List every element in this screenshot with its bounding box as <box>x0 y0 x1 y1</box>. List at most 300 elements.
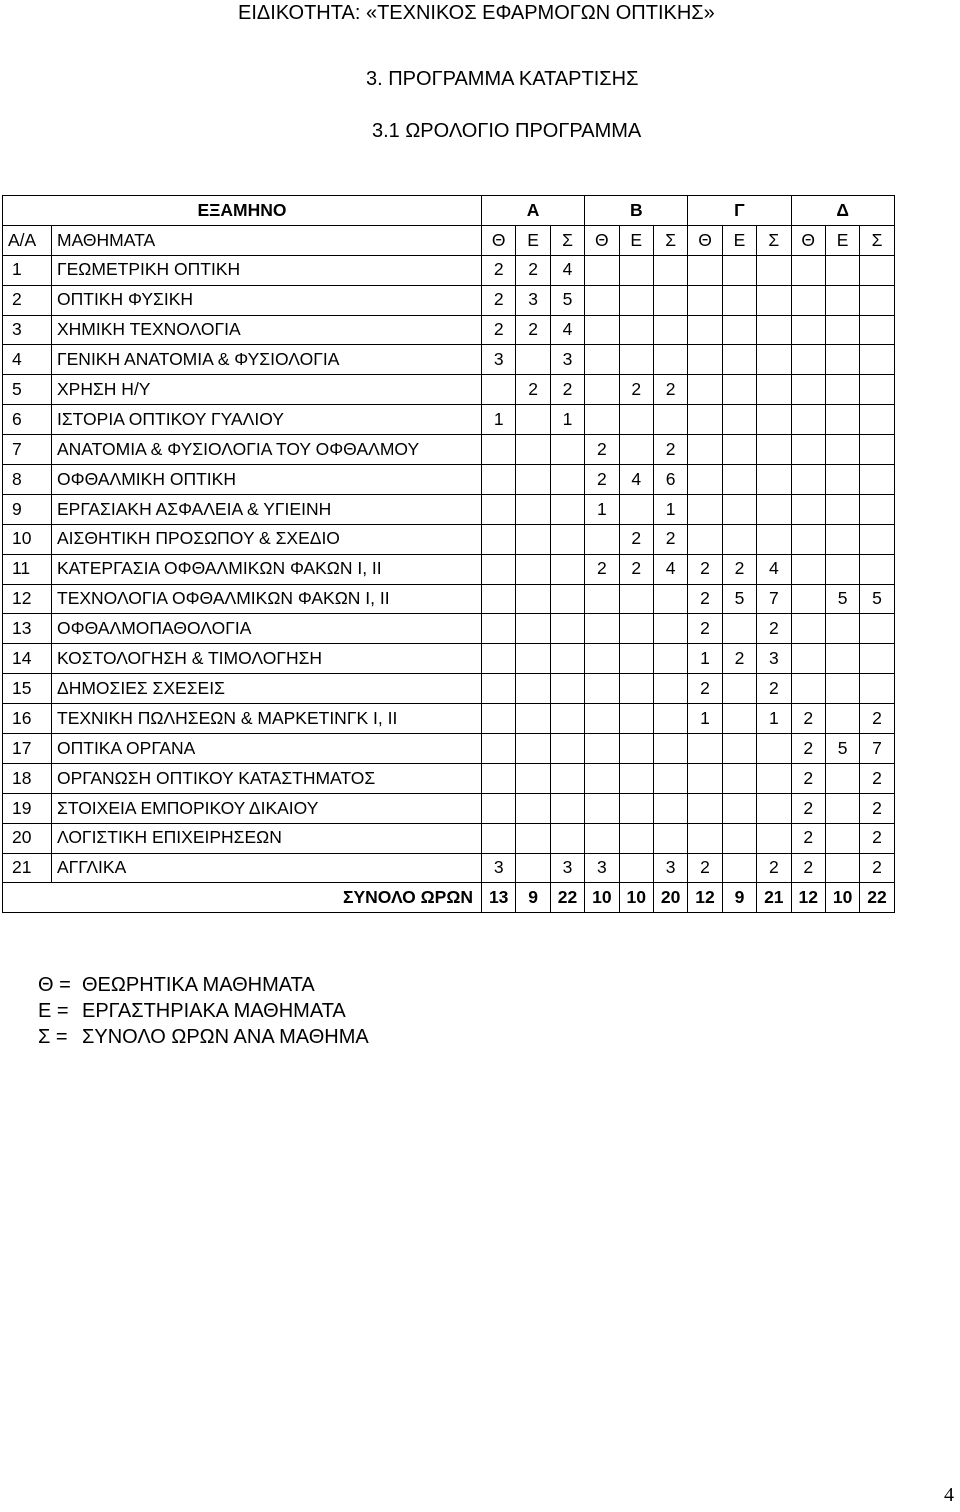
section-subtitle: 3.1 ΩΡΟΛΟΓΙΟ ΠΡΟΓΡΑΜΜΑ <box>372 120 642 142</box>
hours-cell <box>791 584 825 614</box>
hours-cell <box>688 465 722 495</box>
table-row <box>3 375 895 405</box>
hours-cell <box>860 644 894 674</box>
hours-cell: 2 <box>722 644 756 674</box>
hours-cell: 2 <box>619 375 653 405</box>
hours-cell: 3 <box>482 853 516 883</box>
hours-cell <box>619 345 653 375</box>
hours-cell: 6 <box>653 465 687 495</box>
hours-cell: 2 <box>482 285 516 315</box>
hours-cell <box>757 793 791 823</box>
hours-cell <box>482 704 516 734</box>
hours-cell <box>653 704 687 734</box>
subject-name: ΓΕΝΙΚΗ ΑΝΑΤΟΜΙΑ & ΦΥΣΙΟΛΟΓΙΑ <box>52 345 482 375</box>
hours-cell <box>825 704 859 734</box>
hours-cell <box>619 315 653 345</box>
table-row <box>3 793 895 823</box>
table-row <box>3 405 895 435</box>
hours-cell: 2 <box>516 375 550 405</box>
hours-cell: 2 <box>688 554 722 584</box>
table-row <box>3 315 895 345</box>
legend-key: Ε = <box>38 1000 69 1022</box>
hours-cell: 2 <box>860 853 894 883</box>
hours-cell <box>516 494 550 524</box>
hours-cell <box>516 734 550 764</box>
total-cell: 10 <box>585 883 619 913</box>
hours-cell <box>860 524 894 554</box>
hours-cell <box>757 823 791 853</box>
row-number: 14 <box>3 644 52 674</box>
subject-name: ΟΠΤΙΚΑ ΟΡΓΑΝΑ <box>52 734 482 764</box>
row-number: 21 <box>3 853 52 883</box>
legend-key: Θ = <box>38 974 71 996</box>
hours-cell <box>482 823 516 853</box>
hours-cell <box>482 435 516 465</box>
subject-name: ΤΕΧΝΟΛΟΓΙΑ ΟΦΘΑΛΜΙΚΩΝ ΦΑΚΩΝ Ι, ΙΙ <box>52 584 482 614</box>
hours-cell <box>791 255 825 285</box>
semester-label: ΕΞΑΜΗΝΟ <box>3 196 482 226</box>
hours-cell <box>791 315 825 345</box>
hours-cell <box>757 375 791 405</box>
subject-name: ΑΝΑΤΟΜΙΑ & ΦΥΣΙΟΛΟΓΙΑ ΤΟΥ ΟΦΘΑΛΜΟΥ <box>52 435 482 465</box>
hours-cell <box>653 793 687 823</box>
hours-cell <box>653 285 687 315</box>
hours-cell <box>722 285 756 315</box>
hours-cell <box>482 554 516 584</box>
hours-cell <box>516 345 550 375</box>
row-number: 10 <box>3 524 52 554</box>
hours-cell <box>550 704 584 734</box>
hours-cell <box>757 465 791 495</box>
hours-cell <box>825 614 859 644</box>
column-header-hours: Σ <box>653 225 687 255</box>
subject-name: ΟΡΓΑΝΩΣΗ ΟΠΤΙΚΟΥ ΚΑΤΑΣΤΗΜΑΤΟΣ <box>52 763 482 793</box>
hours-cell <box>757 734 791 764</box>
hours-cell <box>688 375 722 405</box>
hours-cell <box>688 763 722 793</box>
subject-name: ΑΙΣΘΗΤΙΚΗ ΠΡΟΣΩΠΟΥ & ΣΧΕΔΙΟ <box>52 524 482 554</box>
row-number: 9 <box>3 494 52 524</box>
hours-cell <box>585 674 619 704</box>
hours-cell <box>688 435 722 465</box>
hours-cell <box>825 644 859 674</box>
hours-cell: 2 <box>860 763 894 793</box>
hours-cell <box>722 793 756 823</box>
hours-cell <box>482 584 516 614</box>
column-header-hours: Σ <box>757 225 791 255</box>
total-cell: 9 <box>516 883 550 913</box>
hours-cell <box>825 674 859 704</box>
row-number: 13 <box>3 614 52 644</box>
hours-cell <box>550 465 584 495</box>
hours-cell: 1 <box>688 704 722 734</box>
hours-cell: 4 <box>757 554 791 584</box>
table-row <box>3 674 895 704</box>
hours-cell <box>516 704 550 734</box>
subject-name: ΟΦΘΑΛΜΙΚΗ ΟΠΤΙΚΗ <box>52 465 482 495</box>
hours-cell <box>653 315 687 345</box>
hours-cell <box>585 405 619 435</box>
column-header-hours: Σ <box>550 225 584 255</box>
hours-cell <box>722 375 756 405</box>
hours-cell <box>791 524 825 554</box>
hours-cell <box>585 375 619 405</box>
hours-cell <box>550 435 584 465</box>
hours-cell <box>825 823 859 853</box>
column-header-hours: Ε <box>619 225 653 255</box>
hours-cell <box>619 285 653 315</box>
hours-cell: 1 <box>482 405 516 435</box>
hours-cell: 2 <box>550 375 584 405</box>
hours-cell: 2 <box>516 255 550 285</box>
subject-name: ΣΤΟΙΧΕΙΑ ΕΜΠΟΡΙΚΟΥ ΔΙΚΑΙΟΥ <box>52 793 482 823</box>
row-number: 16 <box>3 704 52 734</box>
hours-cell <box>825 315 859 345</box>
semester-header: Α <box>482 196 585 226</box>
hours-cell <box>516 674 550 704</box>
total-cell: 12 <box>791 883 825 913</box>
hours-cell <box>585 255 619 285</box>
hours-cell <box>550 763 584 793</box>
hours-cell <box>791 674 825 704</box>
hours-cell <box>482 763 516 793</box>
table-row <box>3 465 895 495</box>
hours-cell <box>722 614 756 644</box>
hours-cell <box>516 405 550 435</box>
hours-cell <box>860 674 894 704</box>
hours-cell: 3 <box>550 345 584 375</box>
hours-cell <box>482 734 516 764</box>
hours-cell <box>585 793 619 823</box>
document-header: ΕΙΔΙΚΟΤΗΤΑ: «ΤΕΧΝΙΚΟΣ ΕΦΑΡΜΟΓΩΝ ΟΠΤΙΚΗΣ» <box>238 2 715 24</box>
hours-cell <box>722 255 756 285</box>
hours-cell: 2 <box>585 435 619 465</box>
hours-cell <box>860 315 894 345</box>
hours-cell <box>722 823 756 853</box>
hours-cell <box>825 375 859 405</box>
hours-cell <box>585 584 619 614</box>
hours-cell <box>688 793 722 823</box>
hours-cell <box>722 704 756 734</box>
totals-row <box>3 883 895 913</box>
hours-cell <box>550 554 584 584</box>
hours-cell: 2 <box>791 823 825 853</box>
subject-name: ΤΕΧΝΙΚΗ ΠΩΛΗΣΕΩΝ & ΜΑΡΚΕΤΙΝΓΚ Ι, ΙΙ <box>52 704 482 734</box>
hours-cell: 3 <box>550 853 584 883</box>
row-number: 4 <box>3 345 52 375</box>
hours-cell <box>757 763 791 793</box>
hours-cell: 2 <box>791 763 825 793</box>
hours-cell <box>722 763 756 793</box>
hours-cell: 2 <box>619 524 653 554</box>
subject-name: ΛΟΓΙΣΤΙΚΗ ΕΠΙΧΕΙΡΗΣΕΩΝ <box>52 823 482 853</box>
hours-cell: 2 <box>757 674 791 704</box>
hours-cell <box>585 763 619 793</box>
hours-cell <box>585 704 619 734</box>
table-row <box>3 823 895 853</box>
row-number: 7 <box>3 435 52 465</box>
total-cell: 22 <box>860 883 894 913</box>
hours-cell: 2 <box>688 584 722 614</box>
hours-cell <box>482 614 516 644</box>
hours-cell <box>757 405 791 435</box>
hours-cell <box>653 763 687 793</box>
hours-cell <box>550 644 584 674</box>
hours-cell <box>825 793 859 823</box>
hours-cell <box>688 255 722 285</box>
hours-cell: 4 <box>653 554 687 584</box>
legend-item <box>38 998 369 1024</box>
hours-cell <box>860 405 894 435</box>
row-number: 2 <box>3 285 52 315</box>
hours-cell <box>619 763 653 793</box>
hours-cell: 4 <box>550 255 584 285</box>
semester-header: Β <box>585 196 688 226</box>
hours-cell <box>825 285 859 315</box>
legend <box>38 972 369 1050</box>
hours-cell <box>791 405 825 435</box>
hours-cell <box>757 494 791 524</box>
hours-cell <box>825 554 859 584</box>
hours-cell <box>550 793 584 823</box>
hours-cell <box>722 345 756 375</box>
hours-cell <box>619 584 653 614</box>
hours-cell: 2 <box>860 704 894 734</box>
legend-text: ΣΥΝΟΛΟ ΩΡΩΝ ΑΝΑ ΜΑΘΗΜΑ <box>82 1026 369 1048</box>
column-header-hours: Ε <box>825 225 859 255</box>
row-number: 3 <box>3 315 52 345</box>
hours-cell: 7 <box>757 584 791 614</box>
hours-cell <box>688 345 722 375</box>
hours-cell: 2 <box>516 315 550 345</box>
hours-cell <box>482 674 516 704</box>
hours-cell <box>860 285 894 315</box>
hours-cell: 2 <box>722 554 756 584</box>
legend-item <box>38 1024 369 1050</box>
hours-cell: 2 <box>619 554 653 584</box>
hours-cell <box>825 405 859 435</box>
hours-cell: 4 <box>619 465 653 495</box>
hours-cell <box>791 644 825 674</box>
hours-cell: 2 <box>791 704 825 734</box>
legend-key: Σ = <box>38 1026 68 1048</box>
section-title: 3. ΠΡΟΓΡΑΜΜΑ ΚΑΤΑΡΤΙΣΗΣ <box>366 68 639 90</box>
hours-cell <box>653 674 687 704</box>
hours-cell <box>550 524 584 554</box>
hours-cell <box>653 255 687 285</box>
hours-cell <box>722 405 756 435</box>
table-row <box>3 494 895 524</box>
hours-cell <box>791 554 825 584</box>
hours-cell: 2 <box>482 315 516 345</box>
hours-cell <box>722 524 756 554</box>
hours-cell <box>516 524 550 554</box>
hours-cell <box>860 494 894 524</box>
subject-name: ΑΓΓΛΙΚΑ <box>52 853 482 883</box>
total-cell: 20 <box>653 883 687 913</box>
row-number: 1 <box>3 255 52 285</box>
hours-cell: 1 <box>585 494 619 524</box>
legend-text: ΕΡΓΑΣΤΗΡΙΑΚΑ ΜΑΘΗΜΑΤΑ <box>82 1000 346 1022</box>
schedule-table <box>2 195 895 913</box>
hours-cell <box>585 644 619 674</box>
hours-cell: 7 <box>860 734 894 764</box>
subject-name: ΚΟΣΤΟΛΟΓΗΣΗ & ΤΙΜΟΛΟΓΗΣΗ <box>52 644 482 674</box>
hours-cell <box>722 853 756 883</box>
hours-cell <box>653 345 687 375</box>
hours-cell <box>688 285 722 315</box>
table-row <box>3 763 895 793</box>
hours-cell: 1 <box>688 644 722 674</box>
hours-cell <box>860 435 894 465</box>
hours-cell <box>688 734 722 764</box>
hours-cell: 2 <box>688 614 722 644</box>
hours-cell <box>825 435 859 465</box>
column-header-hours: Θ <box>688 225 722 255</box>
hours-cell: 2 <box>653 435 687 465</box>
hours-cell <box>585 524 619 554</box>
hours-cell <box>757 435 791 465</box>
total-cell: 22 <box>550 883 584 913</box>
hours-cell <box>550 823 584 853</box>
hours-cell <box>619 614 653 644</box>
hours-cell <box>482 644 516 674</box>
hours-cell <box>516 584 550 614</box>
hours-cell <box>825 494 859 524</box>
hours-cell <box>688 494 722 524</box>
hours-cell <box>482 375 516 405</box>
hours-cell: 2 <box>791 853 825 883</box>
hours-cell: 1 <box>757 704 791 734</box>
table-row <box>3 704 895 734</box>
column-header-subject: ΜΑΘΗΜΑΤΑ <box>52 225 482 255</box>
column-header-hours: Ε <box>722 225 756 255</box>
hours-cell <box>619 494 653 524</box>
subject-name: ΧΗΜΙΚΗ ΤΕΧΝΟΛΟΓΙΑ <box>52 315 482 345</box>
hours-cell <box>585 823 619 853</box>
hours-cell <box>791 345 825 375</box>
total-cell: 9 <box>722 883 756 913</box>
subject-name: ΚΑΤΕΡΓΑΣΙΑ ΟΦΘΑΛΜΙΚΩΝ ΦΑΚΩΝ Ι, ΙΙ <box>52 554 482 584</box>
table-row <box>3 345 895 375</box>
row-number: 20 <box>3 823 52 853</box>
hours-cell: 2 <box>791 734 825 764</box>
hours-cell <box>585 614 619 644</box>
column-header-number: Α/Α <box>3 225 52 255</box>
column-header-hours: Θ <box>482 225 516 255</box>
hours-cell <box>516 763 550 793</box>
hours-cell <box>516 435 550 465</box>
hours-cell <box>860 375 894 405</box>
hours-cell <box>619 823 653 853</box>
total-cell: 10 <box>825 883 859 913</box>
hours-cell <box>722 315 756 345</box>
hours-cell <box>516 644 550 674</box>
table-row <box>3 584 895 614</box>
hours-cell <box>860 465 894 495</box>
hours-cell <box>757 255 791 285</box>
hours-cell <box>619 793 653 823</box>
hours-cell <box>653 405 687 435</box>
hours-cell: 1 <box>550 405 584 435</box>
row-number: 18 <box>3 763 52 793</box>
hours-cell <box>516 853 550 883</box>
hours-cell <box>653 734 687 764</box>
table-row <box>3 285 895 315</box>
hours-cell: 2 <box>482 255 516 285</box>
hours-cell <box>860 255 894 285</box>
hours-cell: 2 <box>688 674 722 704</box>
hours-cell: 5 <box>550 285 584 315</box>
hours-cell <box>757 345 791 375</box>
hours-cell: 1 <box>653 494 687 524</box>
subject-name: ΙΣΤΟΡΙΑ ΟΠΤΙΚΟΥ ΓΥΑΛΙΟΥ <box>52 405 482 435</box>
hours-cell: 2 <box>860 823 894 853</box>
hours-cell: 2 <box>585 465 619 495</box>
row-number: 12 <box>3 584 52 614</box>
hours-cell <box>688 524 722 554</box>
row-number: 5 <box>3 375 52 405</box>
hours-cell <box>722 465 756 495</box>
hours-cell <box>585 315 619 345</box>
hours-cell <box>860 345 894 375</box>
semester-header-row <box>3 196 895 226</box>
hours-cell <box>860 614 894 644</box>
semester-header: Δ <box>791 196 894 226</box>
subject-name: ΔΗΜΟΣΙΕΣ ΣΧΕΣΕΙΣ <box>52 674 482 704</box>
hours-cell <box>619 255 653 285</box>
hours-cell: 2 <box>688 853 722 883</box>
hours-cell <box>688 823 722 853</box>
hours-cell <box>791 465 825 495</box>
hours-cell: 2 <box>653 375 687 405</box>
hours-cell <box>825 763 859 793</box>
subject-name: ΕΡΓΑΣΙΑΚΗ ΑΣΦΑΛΕΙΑ & ΥΓΙΕΙΝΗ <box>52 494 482 524</box>
hours-cell <box>825 524 859 554</box>
hours-cell: 2 <box>585 554 619 584</box>
row-number: 15 <box>3 674 52 704</box>
hours-cell <box>653 823 687 853</box>
hours-cell <box>757 315 791 345</box>
column-header-hours: Θ <box>585 225 619 255</box>
hours-cell <box>585 285 619 315</box>
hours-cell: 5 <box>860 584 894 614</box>
hours-cell <box>516 823 550 853</box>
subject-name: ΓΕΩΜΕΤΡΙΚΗ ΟΠΤΙΚΗ <box>52 255 482 285</box>
hours-cell <box>619 853 653 883</box>
hours-cell <box>653 644 687 674</box>
total-cell: 21 <box>757 883 791 913</box>
total-cell: 10 <box>619 883 653 913</box>
table-row <box>3 435 895 465</box>
semester-header: Γ <box>688 196 791 226</box>
hours-cell <box>825 345 859 375</box>
hours-cell <box>516 793 550 823</box>
hours-cell <box>619 734 653 764</box>
subject-name: ΟΠΤΙΚΗ ΦΥΣΙΚΗ <box>52 285 482 315</box>
total-cell: 12 <box>688 883 722 913</box>
hours-cell <box>688 405 722 435</box>
hours-cell: 2 <box>791 793 825 823</box>
column-header-hours: Θ <box>791 225 825 255</box>
hours-cell: 5 <box>825 734 859 764</box>
hours-cell: 2 <box>757 614 791 644</box>
hours-cell <box>585 734 619 764</box>
hours-cell <box>653 614 687 644</box>
hours-cell: 5 <box>722 584 756 614</box>
hours-cell: 4 <box>550 315 584 345</box>
hours-cell <box>482 494 516 524</box>
